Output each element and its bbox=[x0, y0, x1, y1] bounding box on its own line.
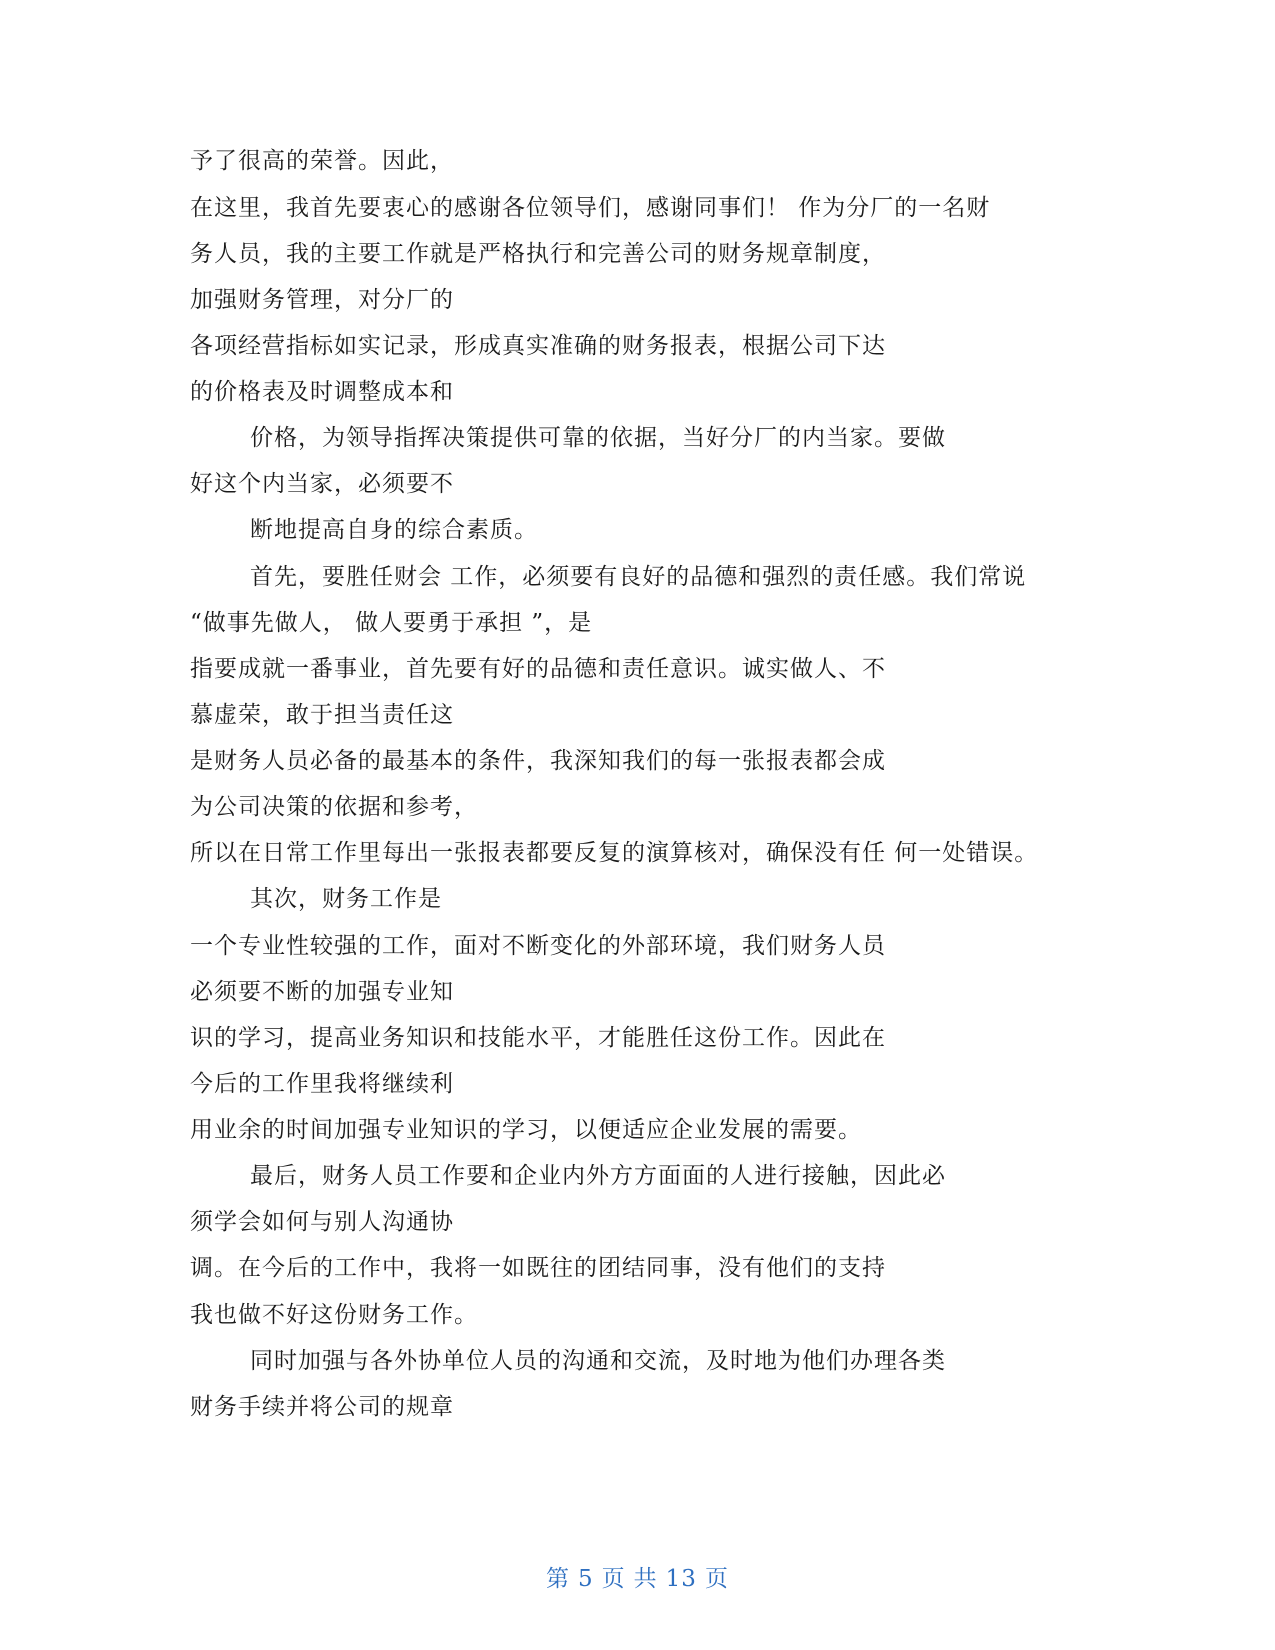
text-line: 价格，为领导指挥决策提供可靠的依据，当好分厂的内当家。要做 bbox=[250, 425, 946, 451]
text-line: “做事先做人， 做人要勇于承担 ”，是 bbox=[190, 610, 593, 636]
text-line: 为公司决策的依据和参考， bbox=[190, 794, 478, 820]
text-line: 最后，财务人员工作要和企业内外方方面面的人进行接触，因此必 bbox=[250, 1163, 946, 1189]
text-line: 识的学习，提高业务知识和技能水平，才能胜任这份工作。因此在 bbox=[190, 1025, 886, 1051]
text-line: 财务手续并将公司的规章 bbox=[190, 1394, 454, 1420]
text-line: 在这里，我首先要衷心的感谢各位领导们，感谢同事们！ 作为分厂的一名财 bbox=[190, 195, 991, 221]
total-label: 共 bbox=[633, 1566, 658, 1592]
text-line: 各项经营指标如实记录，形成真实准确的财务报表，根据公司下达 bbox=[190, 333, 886, 359]
text-line: 加强财务管理，对分厂的 bbox=[190, 287, 454, 313]
text-line: 务人员，我的主要工作就是严格执行和完善公司的财务规章制度， bbox=[190, 241, 886, 267]
text-line: 一个专业性较强的工作，面对不断变化的外部环境，我们财务人员 bbox=[190, 933, 886, 959]
text-line: 慕虚荣，敢于担当责任这 bbox=[190, 702, 454, 728]
text-line: 用业余的时间加强专业知识的学习，以便适应企业发展的需要。 bbox=[190, 1117, 862, 1143]
text-line: 调。在今后的工作中，我将一如既往的团结同事，没有他们的支持 bbox=[190, 1255, 886, 1281]
page-label: 第 bbox=[546, 1566, 571, 1592]
page-unit-label: 页 bbox=[601, 1566, 626, 1592]
text-line: 我也做不好这份财务工作。 bbox=[190, 1302, 478, 1328]
text-line: 须学会如何与别人沟通协 bbox=[190, 1209, 454, 1235]
current-page-number: 5 bbox=[578, 1566, 594, 1592]
total-unit-label: 页 bbox=[704, 1566, 729, 1592]
text-line: 所以在日常工作里每出一张报表都要反复的演算核对，确保没有任 何一处错误。 bbox=[190, 840, 1039, 866]
text-line: 的价格表及时调整成本和 bbox=[190, 379, 454, 405]
text-line: 是财务人员必备的最基本的条件，我深知我们的每一张报表都会成 bbox=[190, 748, 886, 774]
text-line: 必须要不断的加强专业知 bbox=[190, 979, 454, 1005]
text-line: 今后的工作里我将继续利 bbox=[190, 1071, 454, 1097]
text-line: 予了很高的荣誉。因此， bbox=[190, 148, 454, 174]
text-line: 其次，财务工作是 bbox=[250, 886, 442, 912]
total-pages-number: 13 bbox=[665, 1566, 697, 1592]
text-line: 首先，要胜任财会 工作，必须要有良好的品德和强烈的责任感。我们常说 bbox=[250, 564, 1027, 590]
text-line: 好这个内当家，必须要不 bbox=[190, 471, 454, 497]
text-line: 同时加强与各外协单位人员的沟通和交流，及时地为他们办理各类 bbox=[250, 1348, 946, 1374]
text-line: 断地提高自身的综合素质。 bbox=[250, 517, 538, 543]
page-footer bbox=[0, 1560, 1275, 1593]
text-line: 指要成就一番事业，首先要有好的品德和责任意识。诚实做人、不 bbox=[190, 656, 886, 682]
